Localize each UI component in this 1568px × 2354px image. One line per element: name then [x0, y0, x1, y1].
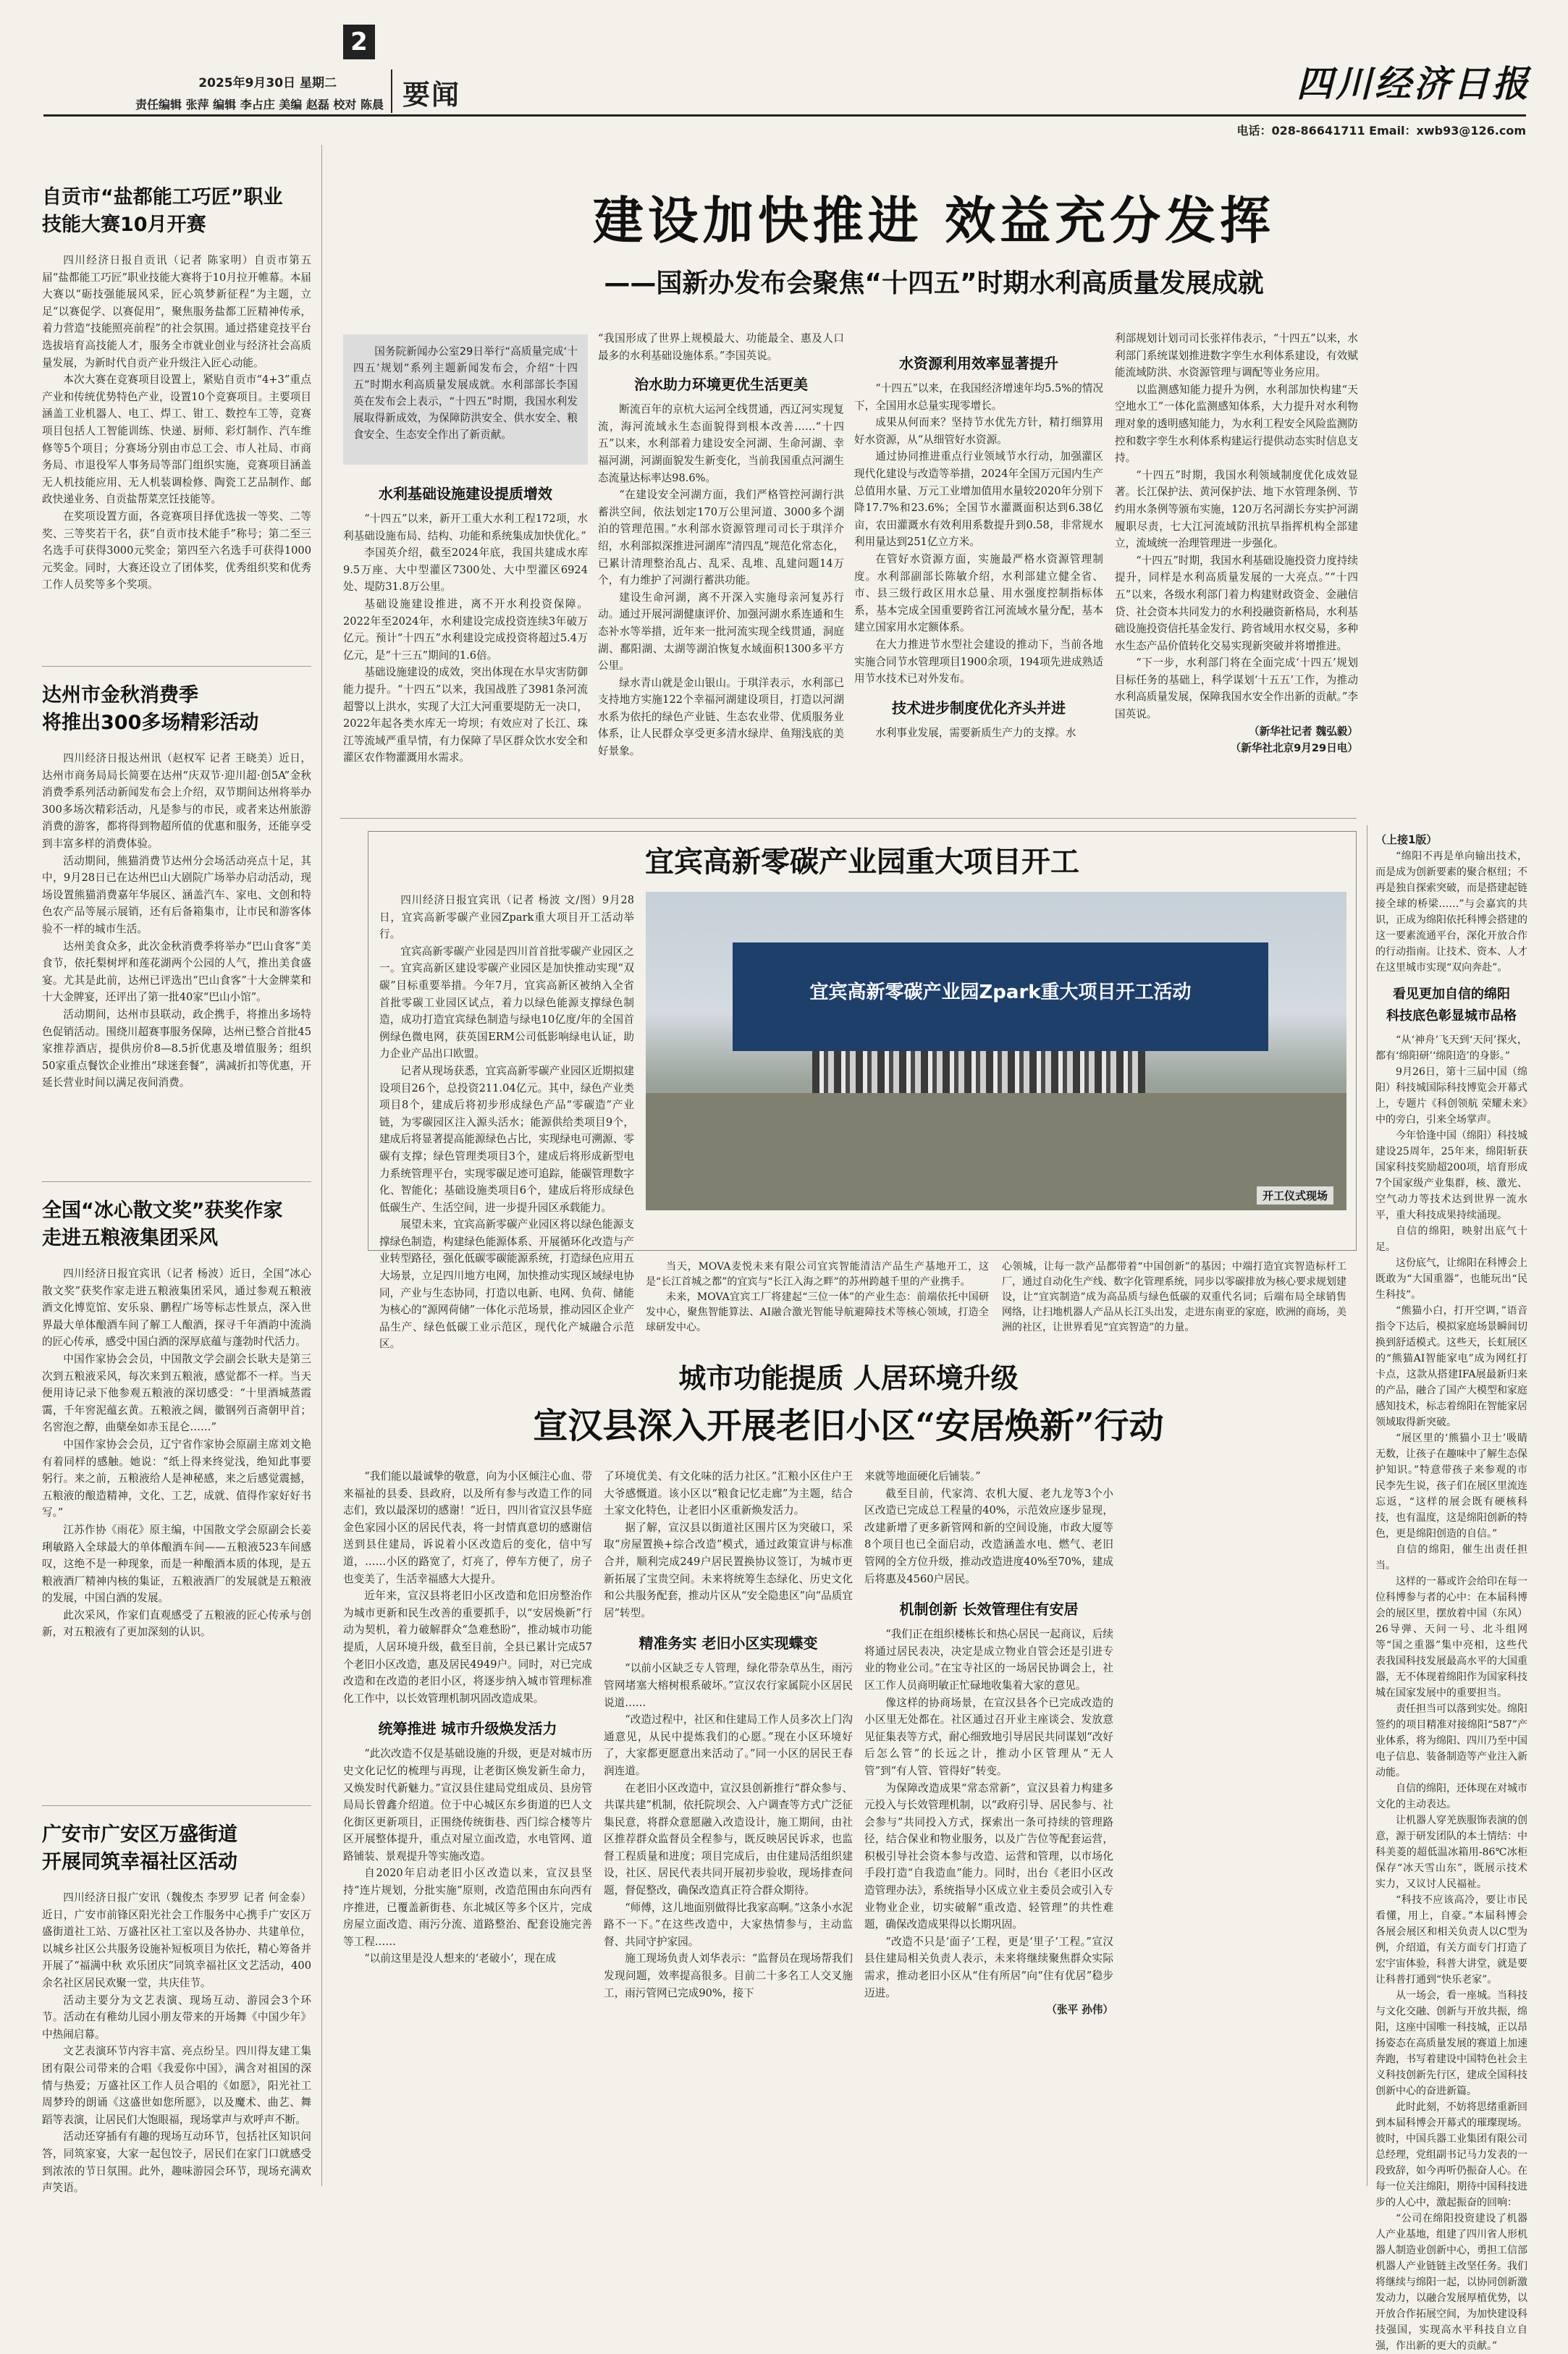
- story-zigong-title: [42, 184, 311, 239]
- paragraph: 责任担当可以落到实处。绵阳签约的项目精准对接绵阳“587”产业体系，将为绵阳、四川乃至中国电子信息、装备制造等产业注入新动能。: [1375, 1703, 1527, 1779]
- paragraph: “师傅，这儿地面别做得比我家高啊。”这条小水泥路不一下。”在这些改造中，大家热情参与，主动监督、共同守护家园。: [604, 1901, 853, 1948]
- editor-credits: 责任编辑 张萍 编辑 李占庄 美编 赵磊 校对 陈晨: [135, 98, 384, 111]
- xuanhan-col-2: [604, 1468, 853, 2192]
- paragraph: 来就等地面硬化后铺装。”: [864, 1470, 981, 1482]
- paragraph: 这样的一幕或许会给印在每一位科博参与者的心中：在本届科博会的展区里，摆放着中国（东风）26导弹、天问一号、北斗组网等“国之重器”集中亮相，这些代表我国科技发展最高水平的大国重器，无不体现着绵阳作为国家科技城在国家发展中的重要担当。: [1375, 1576, 1527, 1699]
- story-zigong-title-line2: 技能大赛10月开赛: [42, 214, 206, 236]
- paragraph: “十四五”以来，新开工重大水利工程172项，水利基础设施布局、结构、功能和系统集成加快优化。”: [343, 512, 588, 542]
- paragraph: 当天，MOVA麦悦未来有限公司宜宾智能清洁产品生产基地开工，这是“长江首城之都”的宜宾与“长江入海之畔”的苏州跨越千里的产业携手。: [646, 1261, 989, 1288]
- lead-col1-subhead: 水利基础设施建设提质增效: [379, 485, 552, 502]
- paragraph: “以前这里是没人想来的‘老破小’，现在成: [364, 1952, 557, 1965]
- paragraph: 四川经济日报达州讯（赵权军 记者 王晓美）近日，达州市商务局局长简要在达州“庆双节·迎川超·创5A”金秋消费季系列活动新闻发布会上介绍，双节期间达州将举办300多场次精彩活动，凡是参与的市民，或者来达州旅游消费的游客，都将得到物超所值的优惠和服务，还能享受到丰富多样的消费体验。: [42, 752, 311, 850]
- paragraph: 施工现场负责人刘华表示：“监督员在现场帮我们发现问题，效率提高很多。目前二十多名工人交叉施工，雨污管网已完成90%，接下: [604, 1952, 853, 1999]
- paragraph: 活动主要分为文艺表演、现场互动、游园会3个环节。活动在有稚幼儿园小朋友带来的开场舞《中国少年》中热闹启幕。: [42, 1994, 311, 2041]
- story-dazhou: [42, 682, 311, 1176]
- paragraph: “十四五”时期，我国水利领域制度优化成效显著。长江保护法、黄河保护法、地下水管理条例、节约用水条例等颁布实施，120万名河湖长夯实护河湖履职尽责，七大江河流域防汛抗旱指挥机构全部建立，流域统一治理管理进一步强化。: [1115, 468, 1358, 550]
- story-wuliangye: [42, 1197, 311, 1800]
- right-subhead: 看见更加自信的绵阳: [1393, 987, 1510, 1002]
- paragraph: 达州美食众多，此次金秋消费季将举办“巴山食客”美食节，依托梨树坪和莲花湖两个公园的人气，推出美食盛宴。尤其是此前，达州已评选出“巴山食客”十大金牌菜和十大金牌宴，还评出了第一批40家“巴山小馆”。: [42, 940, 311, 1004]
- lead-headline: 建设加快推进 效益充分发挥: [592, 191, 1276, 250]
- paragraph: “改造过程中，社区和住建局工作人员多次上门沟通意见，从民中提炼我们的心愿。”现在小区环境好了，大家都更愿意出来活动了。”同一小区的居民王春润连道。: [604, 1713, 853, 1777]
- story-zigong: [42, 184, 311, 662]
- yibin-text-col-3: [1002, 1260, 1346, 1349]
- paragraph: “科技不应该高冷，要让市民看懂，用上，自豪。”本届科博会各展会展区和相关负责人以C型为例，介绍道，有关方面专门打造了宏宇宙体验，科普大讲堂，就是要让科普打通到“快乐老家”。: [1375, 1894, 1527, 1986]
- paragraph: 本次大赛在竞赛项目设置上，紧贴自贡市“4+3”重点产业和传统优势特色产业，设置10个竞赛项目。主要项目涵盖工业机器人、电工、焊工、钳工、数控车工等，竞赛项目包括人工智能训练、快递、厨师、彩灯制作、汽车维修等5个项目；分赛场分别由市总工会、市人社局、市商务局、市退役军人事务局等部门组织实施，竞赛项目涵盖无人机技能应用、无人机装调检修、陶瓷工艺品制作、邮政快递业务、自贡盐帮菜烹饪技能等。: [42, 374, 311, 506]
- paragraph: 据了解，宣汉县以街道社区围片区为突破口，采取“房屋置换+综合改造”模式，通过政策宣讲与标准合并，顺利完成249户居民置换协议签订，为城市更新拓展了宝贵空间。未来将统筹生态绿化、历史文化和公共服务配套，推动片区从“安全隐患区”向“品质宜居”转型。: [604, 1521, 853, 1619]
- paragraph: 在奖项设置方面，各竞赛项目择优选拔一等奖、二等奖、三等奖若干名，获“自贡市技术能手”称号；第二至三名选手可获得3000元奖金；第四至六名选手可获得1000元奖金。同时，大赛还设立了团体奖，优秀组织奖和优秀工作人员奖等多个奖项。: [42, 510, 311, 591]
- paragraph: 基础设施建设的成效，突出体现在水旱灾害防御能力提升。“十四五”以来，我国战胜了3981条河流超警以上洪水，实现了大江大河重要堤防无一决口，2022年起各类水库无一垮坝；有效应对了长江、珠江等流域严重旱情，有力保障了旱区群众饮水安全和灌区农作物灌溉用水需求。: [343, 666, 588, 764]
- right-column: [1375, 831, 1527, 2352]
- paragraph: “从‘神舟’飞天到‘天问’探火，都有‘绵阳研’‘绵阳造’的身影。”: [1375, 1034, 1527, 1062]
- paragraph: 在大力推进节水型社会建设的推动下，当前各地实施合同节水管理项目1900余项，194项先进成熟适用节水技术已对外发布。: [854, 638, 1103, 685]
- paragraph: 中国作家协会会员，中国散文学会副会长耿夫是第三次到五粮液采风，每次来到五粮液，感觉都不一样。当天便用诗记录下他参观五粮液的深切感受：“十里酒城蒸霞霭，千年窖泥蕴玄黄。五粮液之阔，徽钢列百斋朝甲首；名窖泡之醇，曲蘖垒如赤玉昆仑……”: [42, 1352, 311, 1434]
- paragraph: 让机器人穿羌族服饰表演的创意，源于研发团队的本土情结：中科美菱的超低温冰箱用-86℃冰柜保存“冰天雪山东”，既展示技术实力，又议讨人民福祉。: [1375, 1815, 1527, 1890]
- xuanhan-col-3: [864, 1468, 1113, 2192]
- paragraph: “下一步，水利部门将在全面完成‘十四五’规划目标任务的基础上，科学谋划‘十五五’工作，为推动水利高质量发展，保障我国水安全作出新的贡献。”李国英说。: [1115, 657, 1358, 721]
- paper-logo: 四川经济日报: [1297, 62, 1531, 105]
- issue-date: 2025年9月30日 星期二: [198, 76, 337, 90]
- paragraph: 四川经济日报广安讯（魏俊杰 李罗罗 记者 何金泰）近日，广安市前锋区阳光社会工作服务中心携手广安区万盛街道社工站、万盛社区社工室以及各协办、共建单位，以城乡社区公共服务设施补短板项目为依托，精心筹备并开展了“福满中秋 欢乐团庆”同筑幸福社区文艺活动，400余名社区居民欢聚一堂，共庆佳节。: [42, 1891, 311, 1989]
- section-name: 要闻: [402, 79, 461, 111]
- paragraph: 宜宾高新零碳产业园是四川首首批零碳产业园区之一。宜宾高新区建设零碳产业园区是加快推动实现“双碳”目标重要举措。今年7月，宜宾高新区被纳入全省首批零碳工业园区试点，着力以绿色能源支撑绿色制造，成功打造宜宾绿色制造与绿电10亿度/年的全国首例绿色微电网，获英国ERM公司低影响绿电认证，助力企业产品出口欧盟。: [379, 945, 634, 1060]
- left-divider: [42, 1181, 311, 1182]
- paragraph: 通过协同推进重点行业领域节水行动，加强灌区现代化建设与改造等举措，2024年全国万元国内生产总值用水量、万元工业增加值用水量较2020年分别下降17.7%和23.6%；全国节水灌溉面积达到6.38亿亩，农田灌溉水有效利用系数提升到0.58，非常规水利用量达到251亿立方米。: [854, 450, 1103, 549]
- paragraph: 为保障改造成果“常态常新”，宣汉县着力构建多元投入与长效管理机制，以“政府引导、居民参与、社会参与”共同投入方式，探索出一条可持续的管理路径，结合保业和物业服务，以及广告位等配套运营，积极引导社会资本参与改造、运营和管理，以市场化手段打造“自我造血”能力。同时，出台《老旧小区改造管理办法》，系统指导小区成立业主委员会或引入专业物业企业，切实破解“重改造、轻管理”的共性难题，确保改造成果得以长期巩固。: [864, 1781, 1113, 1931]
- paragraph: 以监测感知能力提升为例，水利部加快构建“天空地水工”一体化监测感知体系，大力提升对水利物理对象的透明感知能力，为水利工程安全风险监测防控和数字孪生水利体系构建运行提供动态实时信息支持。: [1115, 383, 1358, 465]
- paragraph: 今年恰逢中国（绵阳）科技城建设25周年，25年来，绵阳斩获国家科技奖励超200项，培育形成7个国家级产业集群，核、激光、空气动力等技术达到世界一流水平，重大科技成果持续涌现。: [1375, 1130, 1527, 1221]
- lead-subhead: ——国新办发布会聚焦“十四五”时期水利高质量发展成就: [604, 269, 1264, 298]
- story-zigong-title-line1: 自贡市“盐都能工巧匠”职业: [42, 186, 283, 208]
- paragraph: 建设生命河湖，离不开深入实施母亲河复苏行动。通过开展河湖健康评价、加强河湖水系连通和生态补水等举措，近年来一批河流实现全线贯通，洞庭湖、鄱阳湖、太湖等湖泊恢复水域面积1300多平方公里。: [598, 591, 844, 672]
- paragraph: 中国作家协会会员，辽宁省作家协会原副主席刘文艳有着同样的感触。她说：“纸上得来终觉浅，绝知此事要躬行。来之前，五粮液给人是神秘感，来之后感觉震撼，五粮液的酿造精神，文化、工艺，成就、值得作家好好书写。”: [42, 1438, 311, 1519]
- story-wuliangye-title-line2: 走进五粮液集团采风: [42, 1227, 218, 1249]
- story-guangan-title: [42, 1821, 311, 1876]
- page-number-badge: 2: [343, 25, 375, 59]
- paragraph: 这份底气，让绵阳在科博会上既敢为“大国重器”，也能玩出“民生科技”。: [1375, 1257, 1527, 1301]
- yibin-photo: [646, 892, 1346, 1210]
- paragraph: 活动还穿插有有趣的现场互动环节，包括社区知识问答，同筑家宴，大家一起包饺子，居民们在家门口就感受到浓浓的节日氛围。此外，趣味游园会环节，现场充满欢声笑语。: [42, 2130, 311, 2195]
- masthead-rule: [43, 114, 1526, 117]
- paragraph: 绿水青山就是金山银山。于琪洋表示，水利部已支持地方实施122个幸福河湖建设项目，打造以河湖水系为依托的绿色产业链、生态农业带、优质服务业体系，让人民群众享受更多清水绿岸、鱼翔浅底的美好景象。: [598, 676, 844, 758]
- story-wuliangye-title-line1: 全国“冰心散文奖”获奖作家: [42, 1199, 283, 1222]
- paragraph: 自信的绵阳，还体现在对城市文化的主动表达。: [1375, 1783, 1527, 1810]
- paragraph: “以前小区缺乏专人管理，绿化带杂草丛生，雨污管网堵塞大榕树根系破坏。”宣汉农行家属院小区居民说道……: [604, 1662, 853, 1709]
- yibin-col-1: [379, 892, 634, 1351]
- paragraph: 9月26日，第十三届中国（绵阳）科技城国际科技博览会开幕式上，专题片《科创领航 荣耀未来》中的旁白，引来全场掌声。: [1375, 1066, 1527, 1126]
- xuanhan-byline: （张平 孙伟）: [1046, 2004, 1113, 2017]
- xuanhan-col1-subhead: 统筹推进 城市升级焕发活力: [378, 1720, 557, 1738]
- paragraph: 截至目前，代家湾、农机大厦、老九龙等3个小区改造已完成总工程量的40%，示范效应逐步显现，改建新增了更多新管网和新的空间设施，市政大厦等8个项目也已全面启动，改造涵盖水电、燃气、老旧管网的全方位升级，推动改造进度40%至70%，建成后将惠及4560户居民。: [864, 1487, 1113, 1585]
- paragraph: “我们正在组织楼栋长和热心居民一起商议，后续将通过居民表决，决定是成立物业自管会还是引进专业的物业公司。”在宝寺社区的一场居民协调会上，社区工作人员商明敏正忙碌地收集着大家的意见。: [864, 1628, 1113, 1692]
- lead-bottom-rule: [340, 818, 1357, 819]
- paragraph: 自信的绵阳，催生出责任担当。: [1375, 1544, 1527, 1572]
- left-column-separator: [321, 145, 322, 2186]
- paragraph: “公司在绵阳投资建设了机器人产业基地，组建了四川省人形机器人制造业创新中心，勇担工信部机器人产业链链主改坚任务。我们将继续与绵阳一起，以协同创新激发动力，以融合发展厚植优势，以开放合作拓展空间，为加快建设科技强国，实现高水平科技自立自强，作出新的更大的贡献。”: [1375, 2213, 1527, 2352]
- story-guangan: [42, 1821, 311, 2195]
- xuanhan-headline: 宣汉县深入开展老旧小区“安居焕新”行动: [533, 1406, 1164, 1446]
- paragraph: 利部规划计划司司长张祥伟表示，“十四五”以来，水利部门系统谋划推进数字孪生水利体系建设，有效赋能流域防洪、水资源管理与调配等业务应用。: [1115, 332, 1358, 379]
- lead-col3-subhead: 水资源利用效率显著提升: [899, 355, 1058, 372]
- lead-byline: （新华社记者 魏弘毅）: [1248, 725, 1358, 738]
- xuanhan-kicker: 城市功能提质 人居环境升级: [678, 1362, 1019, 1394]
- paragraph: 自信的绵阳，映射出底气十足。: [1375, 1225, 1527, 1253]
- story-dazhou-title-line1: 达州市金秋消费季: [42, 684, 198, 706]
- paragraph: 在管好水资源方面，实施最严格水资源管理制度。水利部副部长陈敏介绍，水利部建立健全省、市、县三级行政区用水总量、用水强度控制指标体系，基本完成全国重要跨省江河流域水量分配，基本建立国家用水定额体系。: [854, 552, 1103, 634]
- right-subhead-2: 科技底色彰显城市品格: [1386, 1008, 1517, 1024]
- lead-col-3: [854, 330, 1103, 814]
- continued-marker: （上接1版）: [1375, 833, 1438, 846]
- paragraph: 活动期间，熊猫消费节达州分会场活动亮点十足，其中，9月28日已在达州巴山大剧院广场举办启动活动，现场设置熊猫消费嘉年华展区、涵盖汽车、家电、文创和特色农产品等展示展销，还有后备箱集市，让市民和游客体验不一样的城市生活。: [42, 854, 311, 935]
- paragraph: 江苏作协《雨花》原主编，中国散文学会原副会长姜琍敏路入全球最大的单体酿酒车间——五粮液523车间感叹，这绝不是一种现象，而是一种酿酒本质的体现，是五粮液酒厂精神内核的集证，五粮液酒厂的发展就是五粮液的发展，中国白酒的发展。: [42, 1523, 311, 1605]
- paragraph: 断流百年的京杭大运河全线贯通，西辽河实现复流，海河流域永生态面貌得到根本改善……“十四五”以来，水利部着力建设安全河湖、生命河湖、幸福河湖，河湖面貌发生新变化，当前我国重点河湖生态流量达标率达98.6%。: [598, 403, 844, 484]
- xuanhan-col2-subhead: 精准务实 老旧小区实现蝶变: [638, 1634, 818, 1653]
- paragraph: “此次改造不仅是基础设施的升级，更是对城市历史文化记忆的梳理与再现，让老街区焕发新生命力，又焕发时代新魅力。”宣汉县住建局党组成员、县房管局局长曾鑫介绍道。位于中心城区东乡街道的巴人文化街区更新项目，正围绕传统街巷、西门综合楼等片区开展整体提升，重点对屋立面改造，水电管网、道路铺装、景观提升等实施改造。: [343, 1747, 592, 1862]
- contact-line: 电话：028-86641711 Email：xwb93@126.com: [1236, 124, 1526, 138]
- paragraph: 记者从现场获悉，宜宾高新零碳产业园区近期拟建设项目26个，总投资211.04亿元。其中，绿色产业类项目8个，建成后将初步形成绿色产品“零碳造”产业链，为零碳园区注入源头活水；能源供给类项目9个，建成后将显著提高能源绿色占比，实现绿电可溯源、零碳有支撑；绿色管理类项目3个，建成后将形成新型电力系统管理平台，实现零碳足迹可追踪，能碳管理数字化、智能化；基础设施类项目6个，建成后将形成绿色低碳生产、生活空间，进一步提升园区承载能力。: [379, 1064, 634, 1214]
- lead-col3-subhead-2: 技术进步制度优化齐头并进: [892, 699, 1066, 717]
- masthead-divider: [391, 69, 392, 113]
- paragraph: 文艺表演环节内容丰富、亮点纷呈。四川得友建工集团有限公司带来的合唱《我爱你中国》，满含对祖国的深情与热爱；万盛社区工作人员合唱的《如愿》，阳光社工周梦玲的朗诵《这盛世如您所愿》，以及魔术、曲艺、舞蹈等表演，让居民们大饱眼福，现场掌声与欢呼声不断。: [42, 2045, 311, 2126]
- story-dazhou-title-line2: 将推出300多场精彩活动: [42, 712, 259, 734]
- lead-col-4: [1115, 330, 1358, 814]
- paragraph: 李国英介绍，截至2024年底，我国共建成水库9.5万座、大中型灌区7300处、大中型灌区6924处、堤防31.8万公里。: [343, 547, 588, 594]
- paragraph: 展望未来，宜宾高新零碳产业园区将以绿色能源支撑绿色制造，构建绿色能源体系、开展循环化改造与产业转型路径，强化低碳零碳能源系统，打造绿色应用五大场景，立足四川地方电网，加快推动实现区域绿电协同，产业与生态协同，打造以电新、电网、负荷、储能为核心的“源网荷储”一体化示范场景，推动园区企业产品生产、绿色低碳工业示范区，现代化产城融合示范区。: [379, 1218, 634, 1351]
- crowd: [812, 1051, 1145, 1093]
- lead-dateline: （新华社北京9月29日电）: [1230, 741, 1358, 754]
- yibin-frame-bottom: [368, 1251, 1357, 1252]
- paragraph: 水利事业发展，需要新质生产力的支撑。水: [875, 726, 1076, 739]
- lead-col2-subhead: 治水助力环境更优生活更美: [634, 376, 808, 394]
- photo-caption: 开工仪式现场: [1257, 1186, 1333, 1205]
- xuanhan-col-1: [343, 1468, 592, 2192]
- yibin-col-2: [646, 1219, 877, 1248]
- story-guangan-title-line1: 广安市广安区万盛街道: [42, 1823, 237, 1846]
- yibin-headline: 宜宾高新零碳产业园重大项目开工: [645, 845, 1079, 879]
- xuanhan-col3-subhead: 机制创新 长效管理住有安居: [899, 1600, 1079, 1619]
- paragraph: “在建设安全河湖方面，我们严格管控河湖行洪蓄洪空间，依法划定170万公里河道、3000多个湖泊的管理范围。”水利部水资源管理司司长于琪洋介绍，水利部拟深推进河湖库“清四乱”规范化常态化，已累计清理整治乱占、乱采、乱堆、乱建问题14万个，有力维护了河湖行蓄洪功能。: [598, 489, 844, 587]
- paragraph: 四川经济日报宜宾讯（记者 杨波 文/图）9月28日，宜宾高新零碳产业园Zpark重大项目开工活动举行。: [379, 894, 634, 941]
- ground: [646, 1093, 1346, 1210]
- yibin-text-col-2: [646, 1260, 989, 1349]
- paragraph: “十四五”时期，我国水利基础设施投资力度持续提升，同样是水利高质量发展的一大亮点。”“十四五”以来，各级水利部门着力构建财政资金、金融信贷、社会资本共同发力的水利投融资新格局，水利基础设施投资信托基金发行、跨省域用水权交易，多种水生态产品价值转化交易实现新突破并将增推进。: [1115, 554, 1358, 652]
- paragraph: 成果从何而来？坚持节水优先方针，精打细算用好水资源，从“从细管好水资源。: [854, 416, 1103, 446]
- paragraph: 此次采风，作家们直观感受了五粮液的匠心传承与创新，对五粮液有了更加深刻的认识。: [42, 1608, 311, 1639]
- paragraph: 四川经济日报宜宾讯（记者 杨波）近日，全国“冰心散文奖”获奖作家走进五粮液集团采风，通过参观五粮液酒文化博览馆、安乐泉、鹏程广场等标志性景点，深入世界最大单体酿酒车间了解工人酿酒，探寻千年酒韵中流淌的匠心传承，感受中国白酒的深厚底蕴与蓬勃时代活力。: [42, 1267, 311, 1349]
- paragraph: 未来，MOVA宜宾工厂将建起“三位一体”的产业生态：前端依托中国研发中心，聚焦智能算法、AI融合激光智能导航避障技术等核心领域，打造全球研发中心。: [646, 1291, 989, 1333]
- paragraph: “展区里的‘熊猫小卫士’吸睛无数，让孩子在趣味中了解生态保护知识。”特意带孩子来参观的市民李先生说，孩子们在展区里流连忘返，“这样的展会既有硬核科技，也有温度，这是绵阳创新的特色，更是绵阳创造的自信。”: [1375, 1433, 1527, 1540]
- paragraph: 从一场会，看一座城。当科技与文化交融、创新与开放共振，绵阳，这座中国唯一科技城，正以昂扬姿态在高质量发展的赛道上加速奔跑，书写着建设中国特色社会主义科技创新先行区，建成全国科技创新中心的奋进新篇。: [1375, 1990, 1527, 2097]
- story-wuliangye-title: [42, 1197, 311, 1252]
- lead-col-1: [343, 482, 588, 814]
- paragraph: 四川经济日报自贡讯（记者 陈家明）自贡市第五届“盐都能工巧匠”职业技能大赛将于10月拉开帷幕。本届大赛以“砺技强能展风采，匠心筑梦新征程”为主题，立足“以赛促学、以赛促用”，聚焦服务盐都工匠精神传承，着力营造“技能照亮前程”的社会氛围。通过搭建竞技平台选拔培育高技能人才，服务全市就业创业与经济社会高质量发展，为新时代自贡产业升级注入匠心动能。: [42, 254, 311, 369]
- story-dazhou-title: [42, 682, 311, 737]
- paragraph: “绵阳不再是单向输出技术，而是成为创新要素的聚合枢纽；不再是独自探索突破，而是搭建起链接全球的桥梁……”与会嘉宾的共识，正成为绵阳依托科博会搭建的这一要素流通平台，深化开放合作的行动指南。让技术、资本、人才在这里城市实现“双向奔赴”。: [1375, 851, 1527, 974]
- paragraph: 基础设施建设推进，离不开水利投资保障。2022年至2024年，水利建设完成投资连续3年破万亿元。预计“十四五”水利建设完成投资将超过5.4万亿元，是“十三五”期间的1.6倍。: [343, 597, 588, 662]
- paragraph: 近年来，宣汉县将老旧小区改造和危旧房整治作为城市更新和民生改善的重要抓手，以“安居焕新”行动为契机，着力破解群众“急难愁盼”，推动城市功能提质，人居环境升级，截至目前，全县已累计完成57个老旧小区改造，惠及居民4949户。同时，对已完成改造和在改造的老旧小区，将逐步纳入城市管理标准化工作中，以长效管理机制巩固改造成果。: [343, 1590, 592, 1705]
- paragraph: “我们能以最诚挚的敬意，向为小区倾注心血、带来福祉的县委、县政府，以及所有参与改造工作的同志们，致以最深切的感谢！”近日，四川省宣汉县华庭金色家园小区的居民代表，将一封情真意切的感谢信送到县住建局，诉说着小区改造后的变化，信中写道，……小区的路宽了，灯亮了，停车方便了，房子也变美了，生活幸福感大大提升。: [343, 1470, 592, 1585]
- paragraph: 自2020年启动老旧小区改造以来，宣汉县坚持“连片规划，分批实施”原则，改造范围由东向西有序推进，已覆盖新街巷、东北城区等多个区片，完成房屋立面改造、雨污分流、道路整治、配套设施完善等工程……: [343, 1867, 592, 1948]
- paragraph: 心领城，让每一款产品都带着“中国创新”的基因；中端打造宜宾智造标杆工厂，通过自动化生产线、数字化管理系统，同步以零碳排放为核心要求规划建设，让“宜宾制造”成为高品质与绿色低碳的双重代名词；后端布局全球销售网络，让扫地机器人产品从长江头出发，走进东南亚的家庭，欧洲的商场，美洲的社区，让世界看见“宜宾智造”的力量。: [1002, 1261, 1346, 1333]
- paragraph: 活动期间，达州市县联动，政企携手，将推出多场特色促销活动。围绕川超赛事服务保障，达州已整合首批45家推荐酒店，提供房价8—8.5折优惠及增值服务；组织50家重点餐饮企业推出“球迷套餐”，满减折扣等优惠，开延长营业时间以满足夜间消费。: [42, 1008, 311, 1089]
- paragraph: 了环境优美、有文化味的活力社区。”汇粮小区住户王大爷感慨道。该小区以“粮食记忆走廊”为主题，结合土家文化特色，让老旧小区重新焕发活力。: [604, 1470, 853, 1517]
- paragraph: “我国形成了世界上规模最大、功能最全、惠及人口最多的水利基础设施体系。”李国英说。: [598, 332, 844, 362]
- story-guangan-title-line2: 开展同筑幸福社区活动: [42, 1851, 237, 1873]
- photo-banner-text: 宜宾高新零碳产业园Zpark重大项目开工活动: [809, 982, 1192, 1003]
- lead-col-2: [598, 330, 844, 814]
- left-divider: [42, 666, 311, 667]
- paragraph: 在老旧小区改造中，宣汉县创新推行“群众参与、共谋共建”机制，依托院坝会、入户调查等方式广泛征集民意，将群众意愿融入改造设计，施工期间，由社区推荐群众监督员全程参与，既反映居民诉求，也监督工程质量和进度；项目完成后，由住建局活组织建设，社区、居民代表共同开展初步验收，现场排查问题，督促整改，确保改造真正符合群众期待。: [604, 1781, 853, 1897]
- paragraph: “改造不只是‘面子’工程，更是‘里子’工程。”宣汉县住建局相关负责人表示，未来将继续聚焦群众实际需求，推动老旧小区从“住有所居”向“住有优居”稳步迈进。: [864, 1935, 1113, 1999]
- lead-summary-box: [343, 334, 588, 465]
- lead-summary: 国务院新闻办公室29日举行“高质量完成‘十四五’规划”系列主题新闻发布会，介绍“十四五”时期水利高质量发展成就。水利部部长李国英在发布会上表示，“十四五”时期，我国水利发展取得新成效，为保障防洪安全、供水安全、粮食安全、生态安全作出了新贡献。: [353, 345, 578, 441]
- paragraph: 像这样的协商场景，在宣汉县各个已完成改造的小区里无处都在。社区通过召开业主座谈会、发放意见征集表等方式，耐心细致地引导居民共同谋划“改好后怎么管”的长远之计，推动小区管理从“无人管”到“有人管、管得好”转变。: [864, 1696, 1113, 1777]
- paragraph: 此时此刻，不妨将思绪重新回到本届科博会开幕式的璀璨现场。彼时，中国兵器工业集团有限公司总经理，党组副书记马力发表的一段致辞，如今再听仍振奋人心。在每一位关注绵阳，期待中国科技进步的人心中，激起振奋的回响：: [1375, 2101, 1527, 2209]
- paragraph: “熊猫小白，打开空调，”语音指令下达后，模拟家庭场景瞬间切换到舒适模式。这些天，长虹展区的“熊猫AI智能家电”成为网红打卡点，这款从搭建IFA展最新归来的产品，融合了国产大模型和家庭感知技术，标志着绵阳在智能家居领域取得新突破。: [1375, 1305, 1527, 1428]
- left-divider: [42, 1805, 311, 1806]
- paragraph: “十四五”以来，在我国经济增速年均5.5%的情况下，全国用水总量实现零增长。: [854, 382, 1103, 412]
